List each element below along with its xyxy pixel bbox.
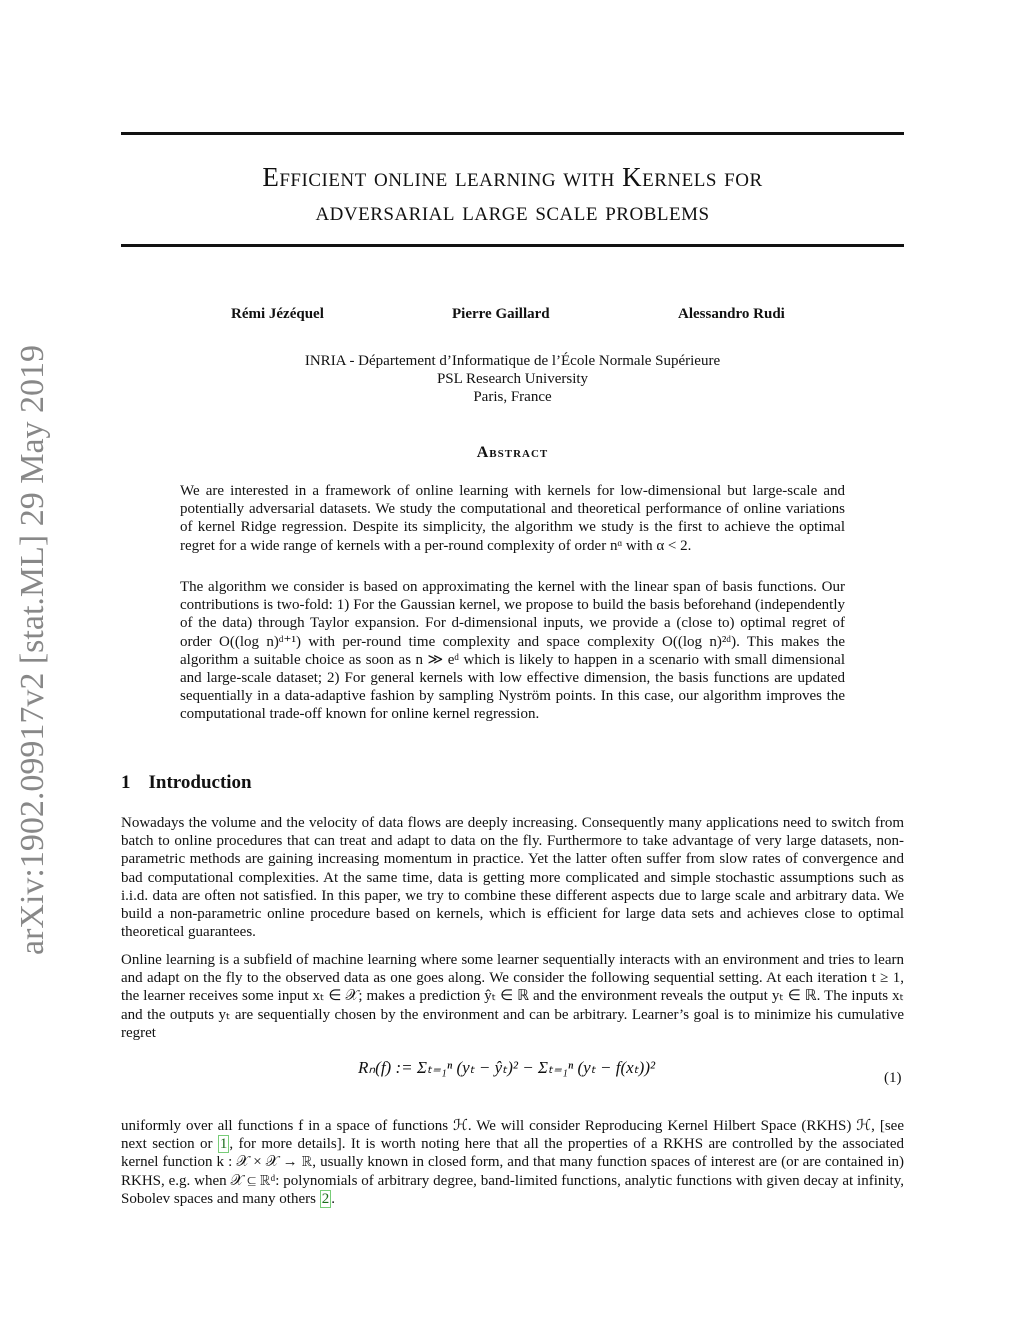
title-line-2: adversarial large scale problems (315, 196, 710, 226)
arxiv-identifier: arXiv:1902.09917v2 [stat.ML] 29 May 2019 (14, 344, 51, 955)
body-paragraph (121, 1117, 904, 1208)
abstract-paragraph: We are interested in a framework of online learning with kernels for low-dimensional but large-scale and potentially adversarial datasets. We study the computational and theoretical performance of online variations of kernel Ridge regression. Despite its simplicity, the algorithm we study is the first to achieve the optimal regret for a wide range of kernels with a per-round complexity of order nᵅ with α < 2. (180, 483, 845, 554)
section-number: 1 (121, 772, 131, 793)
equation-number: (1) (884, 1070, 902, 1086)
intro-paragraph: Online learning is a subfield of machine learning where some learner sequentially interacts with an environment and tries to learn and adapt on the fly to the observed data as one goes along. We consider the following sequential setting. At each iteration t ≥ 1, the learner receives some input xₜ ∈ 𝒳; makes a prediction ŷₜ ∈ ℝ and the environment reveals the output yₜ ∈ ℝ. The inputs xₜ and the outputs yₜ are sequentially chosen by the environment and can be arbitrary. Learner’s goal is to minimize his cumulative regret (121, 952, 904, 1041)
author: Rémi Jézéquel (231, 306, 324, 322)
intro-paragraph: Nowadays the volume and the velocity of data flows are deeply increasing. Consequently many applications need to switch from batch to online procedures that can treat and adapt to data on the fly. Furthermore to take advantage of very large datasets, non-parametric methods are gaining increasing momentum in practice. Yet the latter often suffer from slow rates of convergence and bad computational complexities. At the same time, data is getting more complicated and simple stochastic assumptions such as i.i.d. data are often not satisfied. In this paper, we try to combine these different aspects due to large scale and arbitrary data. We build a non-parametric online procedure based on kernels, which is efficient for large data sets and achieves close to optimal theoretical guarantees. (121, 815, 904, 941)
title-line-1: Efficient online learning with Kernels for (262, 162, 763, 192)
text: , for more details]. It is worth noting here that all the properties of a RKHS are controlled by the associated kernel function k : 𝒳 × 𝒳 → ℝ, usually known in closed form, and that many function spaces of interest are (or are contained in) RKHS, e.g. when 𝒳 ⊆ ℝᵈ: polynomials of arbitrary degree, band-limited functions, analytic functions with given decay at infinity, Sobolev spaces and many others (121, 1136, 905, 1207)
affiliation-line: INRIA - Département d’Informatique de l’École Normale Supérieure (304, 353, 721, 369)
affiliation (121, 352, 904, 406)
paper-title (121, 160, 904, 228)
bottom-rule (121, 244, 904, 247)
affiliation-line: Paris, France (473, 389, 552, 405)
text: uniformly over all functions f in a space of functions ℋ. We will consider Reproducing Kernel Hilbert Space (RKHS) ℋ, [see next section or (121, 1118, 904, 1153)
citation-link[interactable]: 2 (321, 1190, 330, 1207)
text: . (331, 1190, 335, 1207)
top-rule (121, 132, 904, 135)
regret-equation: Rₙ(f) := Σₜ₌₁ⁿ (yₜ − ŷₜ)² − Σₜ₌₁ⁿ (yₜ − f(xₜ))² (358, 1058, 656, 1077)
author: Pierre Gaillard (452, 306, 550, 322)
abstract-heading: Abstract (476, 444, 549, 461)
section-heading (121, 772, 270, 794)
author: Alessandro Rudi (678, 306, 785, 322)
affiliation-line: PSL Research University (436, 371, 589, 387)
abstract-paragraph: The algorithm we consider is based on approximating the kernel with the linear span of basis functions. Our contributions is two-fold: 1) For the Gaussian kernel, we propose to build the basis beforehand (independently of the data) through Taylor expansion. For d-dimensional inputs, we provide a (close to) optimal regret of order O((log n)ᵈ⁺¹) with per-round time complexity and space complexity O((log n)²ᵈ). This makes the algorithm a suitable choice as soon as n ≫ eᵈ which is likely to happen in a scenario with small dimensional and large-scale dataset; 2) For general kernels with low effective dimension, the basis functions are updated sequentially in a data-adaptive fashion by sampling Nyström points. In this case, our algorithm improves the computational trade-off known for online kernel regression. (180, 579, 845, 723)
citation-link[interactable]: 1 (219, 1136, 228, 1153)
section-title: Introduction (148, 772, 252, 793)
